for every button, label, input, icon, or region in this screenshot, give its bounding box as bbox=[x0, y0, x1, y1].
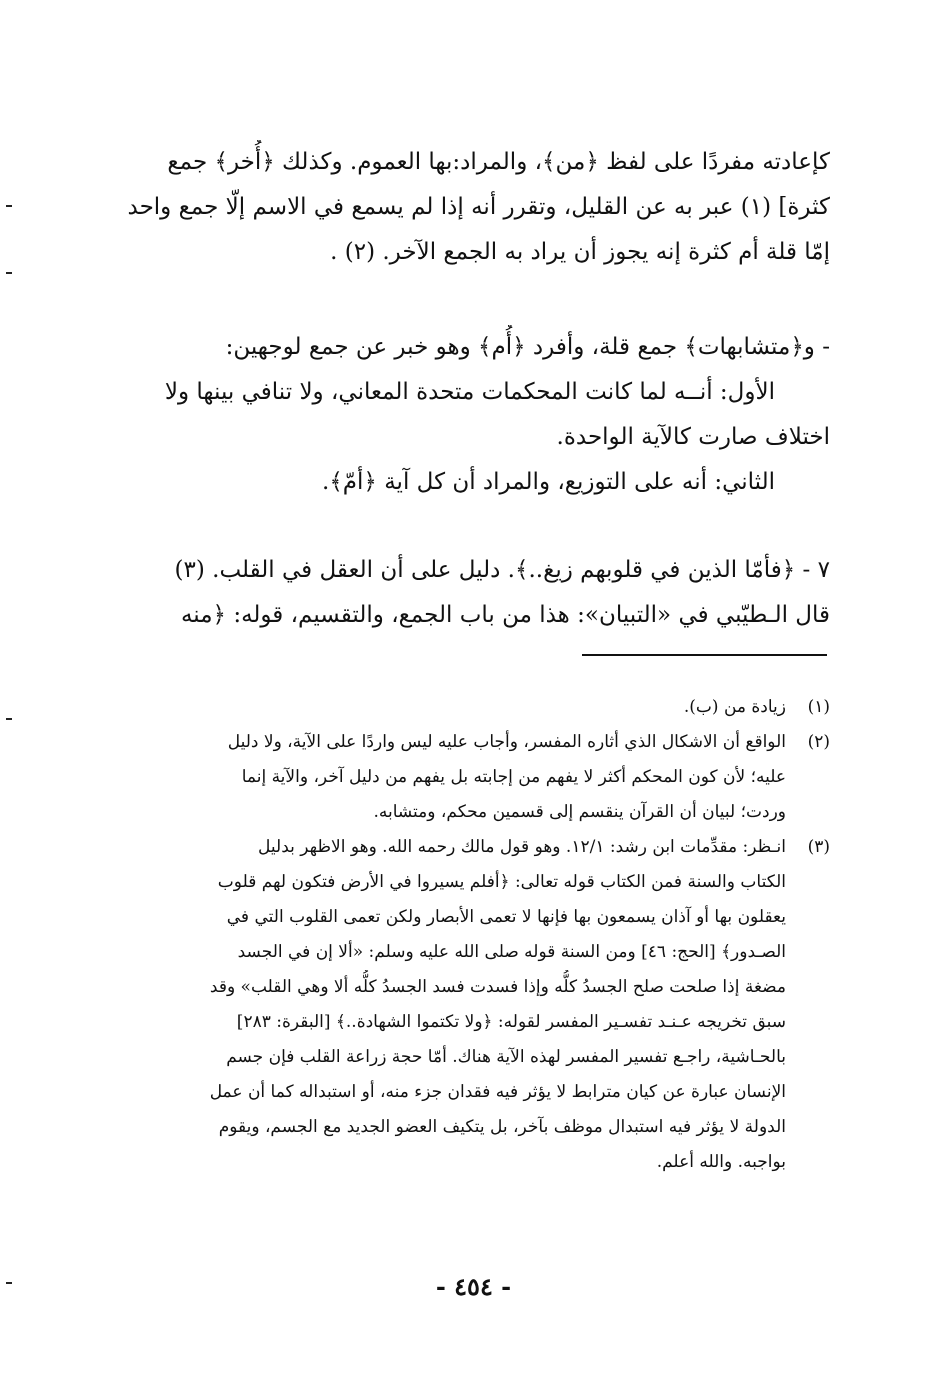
paragraph-2 bbox=[100, 325, 830, 505]
footnote-line: زيادة من (ب). bbox=[683, 697, 786, 717]
page-number: - ٤٥٤ - bbox=[435, 1272, 512, 1301]
margin-mark bbox=[6, 205, 12, 207]
footnote-line: الواقع أن الاشكال الذي أثاره المفسر، وأجاب عليه ليس واردًا على الآية، ولا دليل bbox=[227, 732, 786, 752]
footnote-separator bbox=[582, 654, 827, 656]
footnote-line: الدولة لا يؤثر فيه استبدال موظف بآخر، بل يتكيف العضو الجديد مع الجسم، ويقوم bbox=[218, 1117, 786, 1137]
footnote-1 bbox=[100, 690, 830, 725]
paragraph-3-line: قال الـطيّبي في «التبيان»: هذا من باب الجمع، والتقسيم، قوله: ﴿منه bbox=[180, 602, 830, 628]
footnotes bbox=[100, 690, 830, 1180]
footnote-line: عليه؛ لأن كون المحكم أكثر لا يفهم من إجابته بل يفهم من دليل آخر، والآية إنما bbox=[241, 767, 786, 787]
footnote-2 bbox=[100, 725, 830, 830]
footnote-text bbox=[100, 830, 786, 1180]
footnote-text bbox=[100, 725, 786, 830]
footnote-text bbox=[100, 690, 786, 725]
paragraph-3 bbox=[100, 548, 830, 638]
margin-mark bbox=[6, 272, 12, 274]
footnote-line: الكتاب والسنة فمن الكتاب قوله تعالى: ﴿أفلم يسيروا في الأرض فتكون لهم قلوب bbox=[217, 872, 786, 892]
footnote-line: الصـدور﴾ [الحج: ٤٦] ومن السنة قوله صلى الله عليه وسلم: «ألا إن في الجسد bbox=[237, 942, 786, 962]
paragraph-1-line: كثرة] (١) عبر به عن القليل، وتقرر أنه إذا لم يسمع في الاسم إلّا جمع واحد bbox=[127, 194, 830, 220]
paragraph-1-line: إمّا قلة أم كثرة إنه يجوز أن يراد به الجمع الآخر. (٢) . bbox=[330, 239, 830, 265]
paragraph-3-line: ٧ - ﴿فأمّا الذين في قلوبهم زيغ..﴾. دليل على أن العقل في القلب. (٣) bbox=[174, 557, 830, 583]
footnote-line: مضغة إذا صلحت صلح الجسدُ كلُّه وإذا فسدت فسد الجسدُ كلُّه ألا وهي القلب» وقد bbox=[209, 977, 786, 997]
paragraph-1 bbox=[100, 140, 830, 275]
footnote-number: (١) bbox=[807, 697, 830, 717]
margin-mark bbox=[6, 718, 12, 720]
footnote-3 bbox=[100, 830, 830, 1180]
footnote-line: الإنسان عبارة عن كيان مترابط لا يؤثر فيه فقدان جزء منه، أو استبداله كما أن عمل bbox=[209, 1082, 786, 1102]
paragraph-2-line: الأول: أنــه لما كانت المحكمات متحدة المعاني، ولا تنافي بينها ولا bbox=[164, 379, 775, 405]
footnote-line: بالحـاشية، راجـع تفسير المفسر لهذه الآية هناك. أمّا حجة زراعة القلب فإن جسم bbox=[226, 1047, 786, 1067]
footnote-number: (٢) bbox=[807, 732, 830, 752]
footnote-line: وردت؛ لبيان أن القرآن ينقسم إلى قسمين محكم، ومتشابه. bbox=[373, 802, 786, 822]
footnote-line: انـظر: مقدِّمات ابن رشد: ١٢/١. وهو قول مالك رحمه الله. وهو الاظهر بدليل bbox=[258, 837, 786, 857]
paragraph-1-line: كإعادته مفردًا على لفظ ﴿من﴾، والمراد:بها العموم. وكذلك ﴿أُخر﴾ جمع bbox=[167, 149, 830, 175]
footnote-number: (٣) bbox=[807, 837, 830, 857]
paragraph-2-line: - و﴿متشابهات﴾ جمع قلة، وأفرد ﴿أُم﴾ وهو خبر عن جمع لوجهين: bbox=[225, 334, 830, 360]
footnote-line: بواجبه. والله أعلم. bbox=[656, 1152, 786, 1172]
footnote-line: سبق تخريجه عـنـد تفسـير المفسر لقوله: ﴿ولا تكتموا الشهادة..﴾ [البقرة: ٢٨٣] bbox=[236, 1012, 786, 1032]
paragraph-2-line: اختلاف صارت كالآية الواحدة. bbox=[556, 424, 830, 450]
footnote-line: يعقلون بها أو آذان يسمعون بها فإنها لا تعمى الأبصار ولكن تعمى القلوب التي في bbox=[226, 907, 786, 927]
paragraph-2-line: الثاني: أنه على التوزيع، والمراد أن كل آية ﴿أمّ﴾. bbox=[322, 469, 775, 495]
